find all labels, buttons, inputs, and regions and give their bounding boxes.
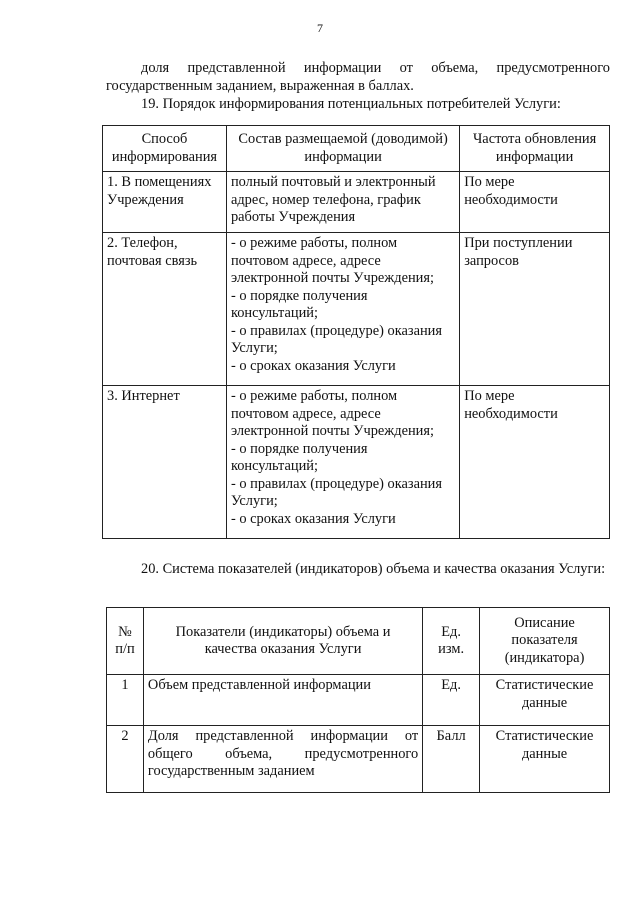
content-line: - о режиме работы, полном почтовом адресе, адресе электронной почты Учреждения; [230,235,434,286]
content-line: - о сроках оказания Услуги [230,510,396,527]
section-19-heading: 19. Порядок информирования потенциальных потребителей Услуги: [141,96,561,112]
table-row [103,172,610,233]
table-row [107,675,610,726]
content-line: - о правилах (процедуре) оказания Услуги; [230,322,442,356]
row-content [226,172,459,233]
row-indicator: Доля представленной информации от общего объема, предусмотренного государственным заданием [143,726,422,793]
intro-paragraph: доля представленной информации от объема, предусмотренного государственным заданием, выраженная в баллах. [106,60,610,94]
row-number: 2 [107,726,144,793]
content-line: - о порядке получения консультаций; [230,287,368,321]
row-frequency: По мере необходимости [460,172,610,233]
row-method: 3. Интернет [103,386,227,539]
row-frequency: По мере необходимости [460,386,610,539]
row-content [226,233,459,386]
section-20-heading: 20. Система показателей (индикаторов) объема и качества оказания Услуги: [141,561,606,577]
row-description: Статистические данные [480,675,610,726]
header-content: Состав размещаемой (доводимой) информации [226,126,459,172]
indicators-table [106,607,610,793]
header-method: Способ информирования [103,126,227,172]
row-method: 1. В помещениях Учреждения [103,172,227,233]
row-frequency: При поступлении запросов [460,233,610,386]
page-number: 7 [317,21,323,35]
row-unit: Ед. [423,675,480,726]
table-header-row [103,126,610,172]
row-description: Статистические данные [480,726,610,793]
row-content [226,386,459,539]
content-line: полный почтовый и электронный адрес, номер телефона, график работы Учреждения [230,174,436,225]
content-line: - о порядке получения консультаций; [230,440,368,474]
table-row [103,233,610,386]
table-row [107,726,610,793]
table-header-row [107,608,610,675]
header-unit: Ед. изм. [423,608,480,675]
header-description: Описание показателя (индикатора) [480,608,610,675]
header-number: № п/п [107,608,144,675]
table-row [103,386,610,539]
row-indicator: Объем представленной информации [143,675,422,726]
header-frequency: Частота обновления информации [460,126,610,172]
content-line: - о правилах (процедуре) оказания Услуги; [230,475,442,509]
content-line: - о сроках оказания Услуги [230,357,396,374]
row-unit: Балл [423,726,480,793]
header-indicator: Показатели (индикаторы) объема и качества оказания Услуги [143,608,422,675]
row-method: 2. Телефон, почтовая связь [103,233,227,386]
information-table [102,125,610,539]
row-number: 1 [107,675,144,726]
content-line: - о режиме работы, полном почтовом адресе, адресе электронной почты Учреждения; [230,388,434,439]
